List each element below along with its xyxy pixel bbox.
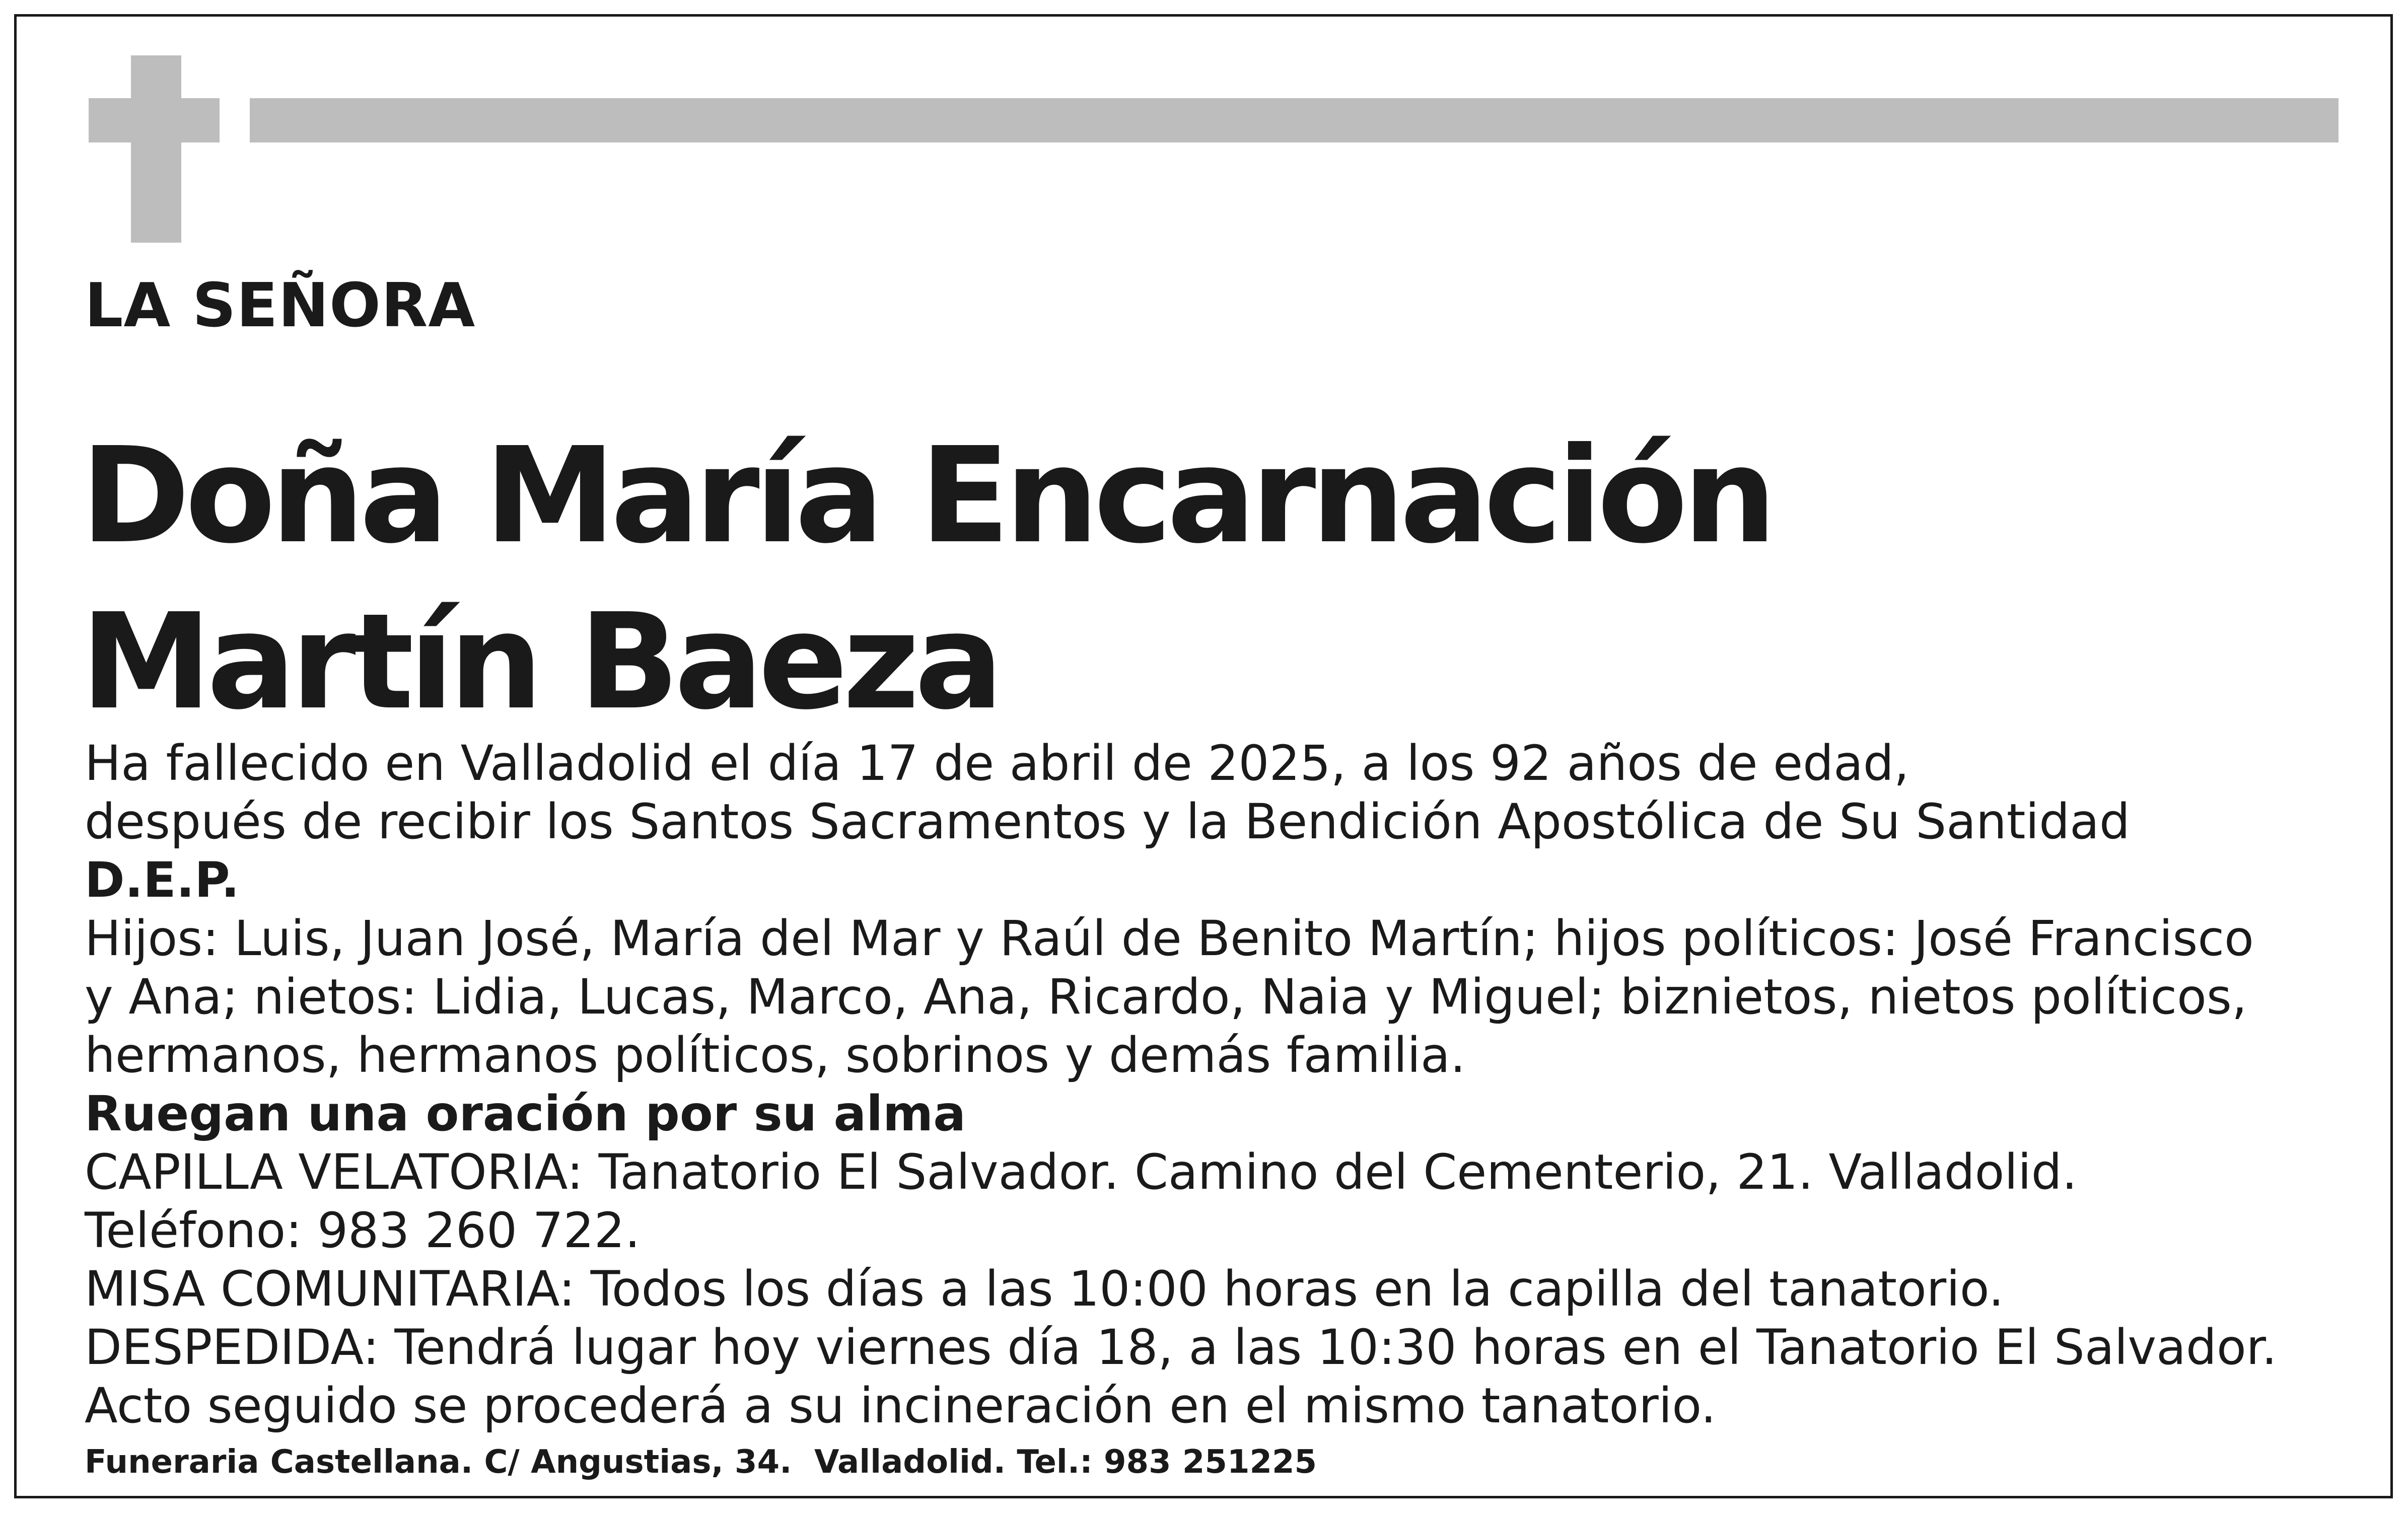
dep-label: D.E.P. (85, 852, 240, 908)
deceased-name-line-1: Doña María Encarnación (81, 419, 1772, 572)
honorific-label: LA SEÑORA (85, 271, 476, 341)
funeral-home-footer: Funeraria Castellana. C/ Angustias, 34. Valladolid. Tel.: 983 251225 (85, 1444, 1317, 1481)
family-line-1: Hijos: Luis, Juan José, María del Mar y Raúl de Benito Martín; hijos políticos: José Francisco (85, 910, 2254, 967)
header-rule (250, 98, 2339, 142)
deceased-name (81, 413, 2296, 745)
family-line-3: hermanos, hermanos políticos, sobrinos y demás familia. (85, 1027, 1466, 1084)
prayer-request: Ruegan una oración por su alma (85, 1086, 966, 1142)
notice-body (85, 734, 2351, 1435)
cross-vertical-bar (131, 55, 181, 243)
chapel-line-2: Teléfono: 983 260 722. (85, 1202, 641, 1259)
cross-horizontal-bar (89, 98, 220, 142)
family-line-2: y Ana; nietos: Lidia, Lucas, Marco, Ana, Ricardo, Naia y Miguel; biznietos, nietos políticos, (85, 969, 2247, 1025)
cremation-info: Acto seguido se procederá a su incineración en el mismo tanatorio. (85, 1378, 1716, 1434)
deceased-name-line-2: Martín Baeza (81, 585, 999, 739)
chapel-line-1: CAPILLA VELATORIA: Tanatorio El Salvador. Camino del Cementerio, 21. Valladolid. (85, 1144, 2078, 1200)
death-statement-line-1: Ha fallecido en Valladolid el día 17 de abril de 2025, a los 92 años de edad, (85, 735, 1909, 791)
mass-info: MISA COMUNITARIA: Todos los días a las 10:00 horas en la capilla del tanatorio. (85, 1261, 2004, 1317)
farewell-info: DESPEDIDA: Tendrá lugar hoy viernes día 18, a las 10:30 horas en el Tanatorio El Salvador. (85, 1319, 2277, 1376)
death-statement-line-2: después de recibir los Santos Sacramentos y la Bendición Apostólica de Su Santidad (85, 794, 2130, 850)
